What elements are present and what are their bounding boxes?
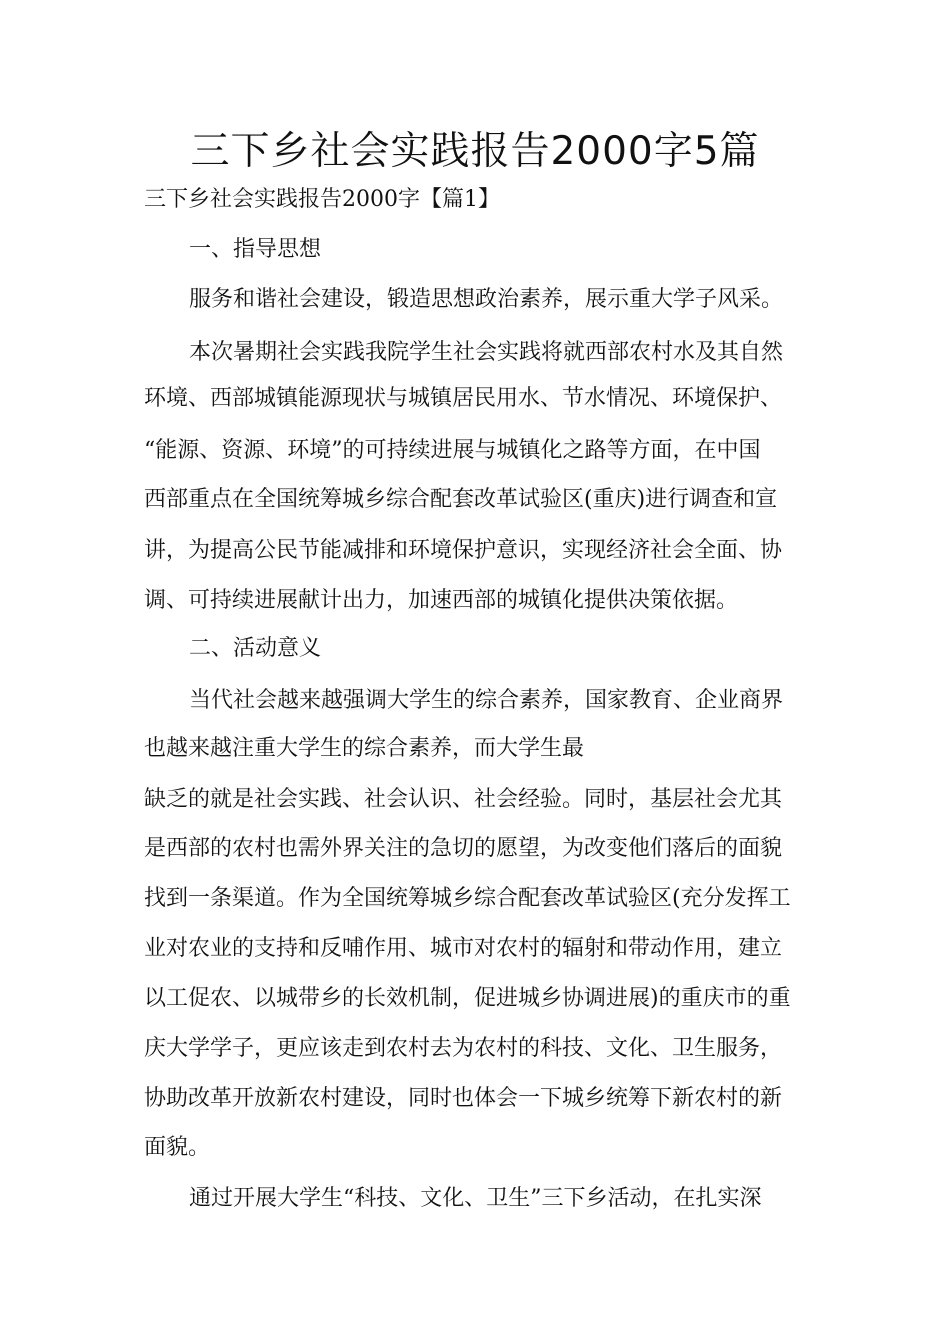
paragraph-line: 当代社会越来越强调大学生的综合素养，国家教育、企业商界: [189, 688, 784, 713]
paragraph-line: 找到一条渠道。作为全国统筹城乡综合配套改革试验区(充分发挥工: [144, 886, 791, 911]
heading-guiding-ideology: 一、指导思想: [189, 237, 322, 262]
paragraph-line: 服务和谐社会建设，锻造思想政治素养，展示重大学子风采。: [189, 287, 784, 312]
section-heading-part-1: 三下乡社会实践报告2000字【篇1】: [144, 187, 500, 212]
paragraph-line: 也越来越注重大学生的综合素养，而大学生最: [144, 736, 585, 761]
paragraph-line: 协助改革开放新农村建设，同时也体会一下城乡统筹下新农村的新: [144, 1086, 783, 1111]
paragraph-line: 通过开展大学生“科技、文化、卫生”三下乡活动，在扎实深: [189, 1186, 762, 1211]
paragraph-line: 是西部的农村也需外界关注的急切的愿望，为改变他们落后的面貌: [144, 836, 783, 861]
paragraph-line: 业对农业的支持和反哺作用、城市对农村的辐射和带动作用，建立: [144, 936, 783, 961]
paragraph-line: “能源、资源、环境”的可持续进展与城镇化之路等方面，在中国: [144, 438, 761, 463]
paragraph-line: 缺乏的就是社会实践、社会认识、社会经验。同时，基层社会尤其: [144, 787, 783, 812]
paragraph-line: 讲，为提高公民节能减排和环境保护意识，实现经济社会全面、协: [144, 538, 783, 563]
paragraph-line: 本次暑期社会实践我院学生社会实践将就西部农村水及其自然: [189, 340, 784, 365]
paragraph-line: 调、可持续进展献计出力，加速西部的城镇化提供决策依据。: [144, 588, 739, 613]
heading-activity-significance: 二、活动意义: [189, 636, 322, 661]
document-title: 三下乡社会实践报告2000字5篇: [190, 129, 760, 174]
paragraph-line: 环境、西部城镇能源现状与城镇居民用水、节水情况、环境保护、: [144, 386, 783, 411]
paragraph-line: 面貌。: [144, 1135, 211, 1160]
paragraph-line: 西部重点在全国统筹城乡综合配套改革试验区(重庆)进行调查和宣: [144, 487, 778, 512]
paragraph-line: 庆大学学子，更应该走到农村去为农村的科技、文化、卫生服务，: [144, 1036, 783, 1061]
paragraph-line: 以工促农、以城带乡的长效机制，促进城乡协调进展)的重庆市的重: [144, 986, 791, 1011]
